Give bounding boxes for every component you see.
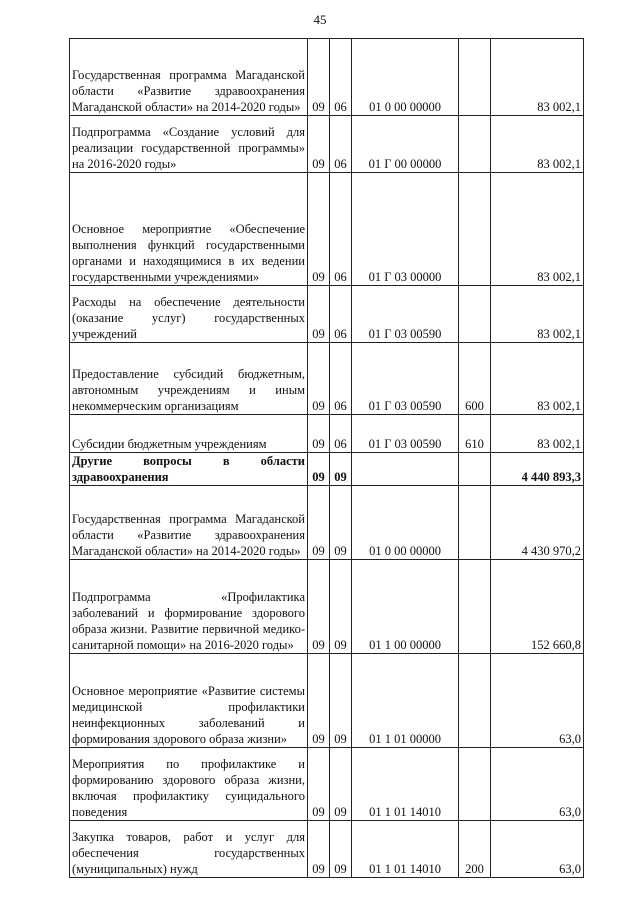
section-code: 09 [308, 39, 330, 116]
target-article-code: 01 Г 03 00590 [352, 286, 459, 343]
subsection-code: 06 [330, 39, 352, 116]
section-code: 09 [308, 453, 330, 486]
row-name: Основное мероприятие «Развитие системы медицинской профилактики неинфекционных заболеваний и формирования здорового образа жизни» [70, 654, 308, 748]
amount: 83 002,1 [491, 116, 584, 173]
row-name: Подпрограмма «Профилактика заболеваний и формирование здорового образа жизни. Развитие первичной медико-санитарной помощи» на 2016-2020 годы» [70, 560, 308, 654]
row-name: Субсидии бюджетным учреждениям [70, 415, 308, 453]
target-article-code: 01 Г 03 00000 [352, 173, 459, 286]
expense-type-code: 600 [459, 343, 491, 415]
row-name: Государственная программа Магаданской области «Развитие здравоохранения Магаданской области» на 2014-2020 годы» [70, 486, 308, 560]
table-row [70, 343, 584, 415]
expense-type-code [459, 453, 491, 486]
subsection-code: 09 [330, 486, 352, 560]
section-code: 09 [308, 116, 330, 173]
section-code: 09 [308, 748, 330, 821]
target-article-code: 01 0 00 00000 [352, 486, 459, 560]
subsection-code: 09 [330, 560, 352, 654]
section-code: 09 [308, 173, 330, 286]
subsection-code: 09 [330, 453, 352, 486]
row-name: Закупка товаров, работ и услуг для обеспечения государственных (муниципальных) нужд [70, 821, 308, 878]
table-row [70, 415, 584, 453]
table-row [70, 286, 584, 343]
section-code: 09 [308, 486, 330, 560]
amount: 83 002,1 [491, 415, 584, 453]
amount: 152 660,8 [491, 560, 584, 654]
table-row [70, 453, 584, 486]
table-row [70, 821, 584, 878]
target-article-code: 01 0 00 00000 [352, 39, 459, 116]
budget-table [69, 38, 584, 878]
target-article-code [352, 453, 459, 486]
subsection-code: 06 [330, 173, 352, 286]
target-article-code: 01 1 01 14010 [352, 821, 459, 878]
subsection-code: 06 [330, 286, 352, 343]
amount: 63,0 [491, 748, 584, 821]
row-name: Государственная программа Магаданской области «Развитие здравоохранения Магаданской области» на 2014-2020 годы» [70, 39, 308, 116]
expense-type-code [459, 173, 491, 286]
section-code: 09 [308, 654, 330, 748]
target-article-code: 01 Г 00 00000 [352, 116, 459, 173]
target-article-code: 01 Г 03 00590 [352, 343, 459, 415]
amount: 63,0 [491, 654, 584, 748]
table-row [70, 173, 584, 286]
row-name: Другие вопросы в области здравоохранения [70, 453, 308, 486]
subsection-code: 06 [330, 343, 352, 415]
section-code: 09 [308, 415, 330, 453]
target-article-code: 01 1 00 00000 [352, 560, 459, 654]
section-code: 09 [308, 560, 330, 654]
row-name: Основное мероприятие «Обеспечение выполнения функций государственными органами и находящимися в их ведении государственными учреждениями» [70, 173, 308, 286]
expense-type-code [459, 116, 491, 173]
target-article-code: 01 Г 03 00590 [352, 415, 459, 453]
expense-type-code: 610 [459, 415, 491, 453]
row-name: Подпрограмма «Создание условий для реализации государственной программы» на 2016-2020 годы» [70, 116, 308, 173]
expense-type-code [459, 748, 491, 821]
amount: 83 002,1 [491, 286, 584, 343]
target-article-code: 01 1 01 00000 [352, 654, 459, 748]
table-row [70, 39, 584, 116]
page-number: 45 [313, 12, 327, 27]
subsection-code: 06 [330, 415, 352, 453]
subsection-code: 09 [330, 821, 352, 878]
amount: 83 002,1 [491, 173, 584, 286]
target-article-code: 01 1 01 14010 [352, 748, 459, 821]
expense-type-code [459, 486, 491, 560]
table-row [70, 654, 584, 748]
section-code: 09 [308, 286, 330, 343]
amount: 4 440 893,3 [491, 453, 584, 486]
amount: 83 002,1 [491, 343, 584, 415]
subsection-code: 09 [330, 748, 352, 821]
expense-type-code [459, 654, 491, 748]
row-name: Мероприятия по профилактике и формированию здорового образа жизни, включая профилактику суицидального поведения [70, 748, 308, 821]
section-code: 09 [308, 821, 330, 878]
expense-type-code: 200 [459, 821, 491, 878]
row-name: Расходы на обеспечение деятельности (оказание услуг) государственных учреждений [70, 286, 308, 343]
amount: 63,0 [491, 821, 584, 878]
table-row [70, 116, 584, 173]
section-code: 09 [308, 343, 330, 415]
budget-table-body [70, 39, 584, 878]
subsection-code: 06 [330, 116, 352, 173]
table-row [70, 748, 584, 821]
row-name: Предоставление субсидий бюджетным, автономным учреждениям и иным некоммерческим организациям [70, 343, 308, 415]
table-row [70, 560, 584, 654]
table-row [70, 486, 584, 560]
amount: 83 002,1 [491, 39, 584, 116]
expense-type-code [459, 560, 491, 654]
amount: 4 430 970,2 [491, 486, 584, 560]
subsection-code: 09 [330, 654, 352, 748]
expense-type-code [459, 286, 491, 343]
expense-type-code [459, 39, 491, 116]
